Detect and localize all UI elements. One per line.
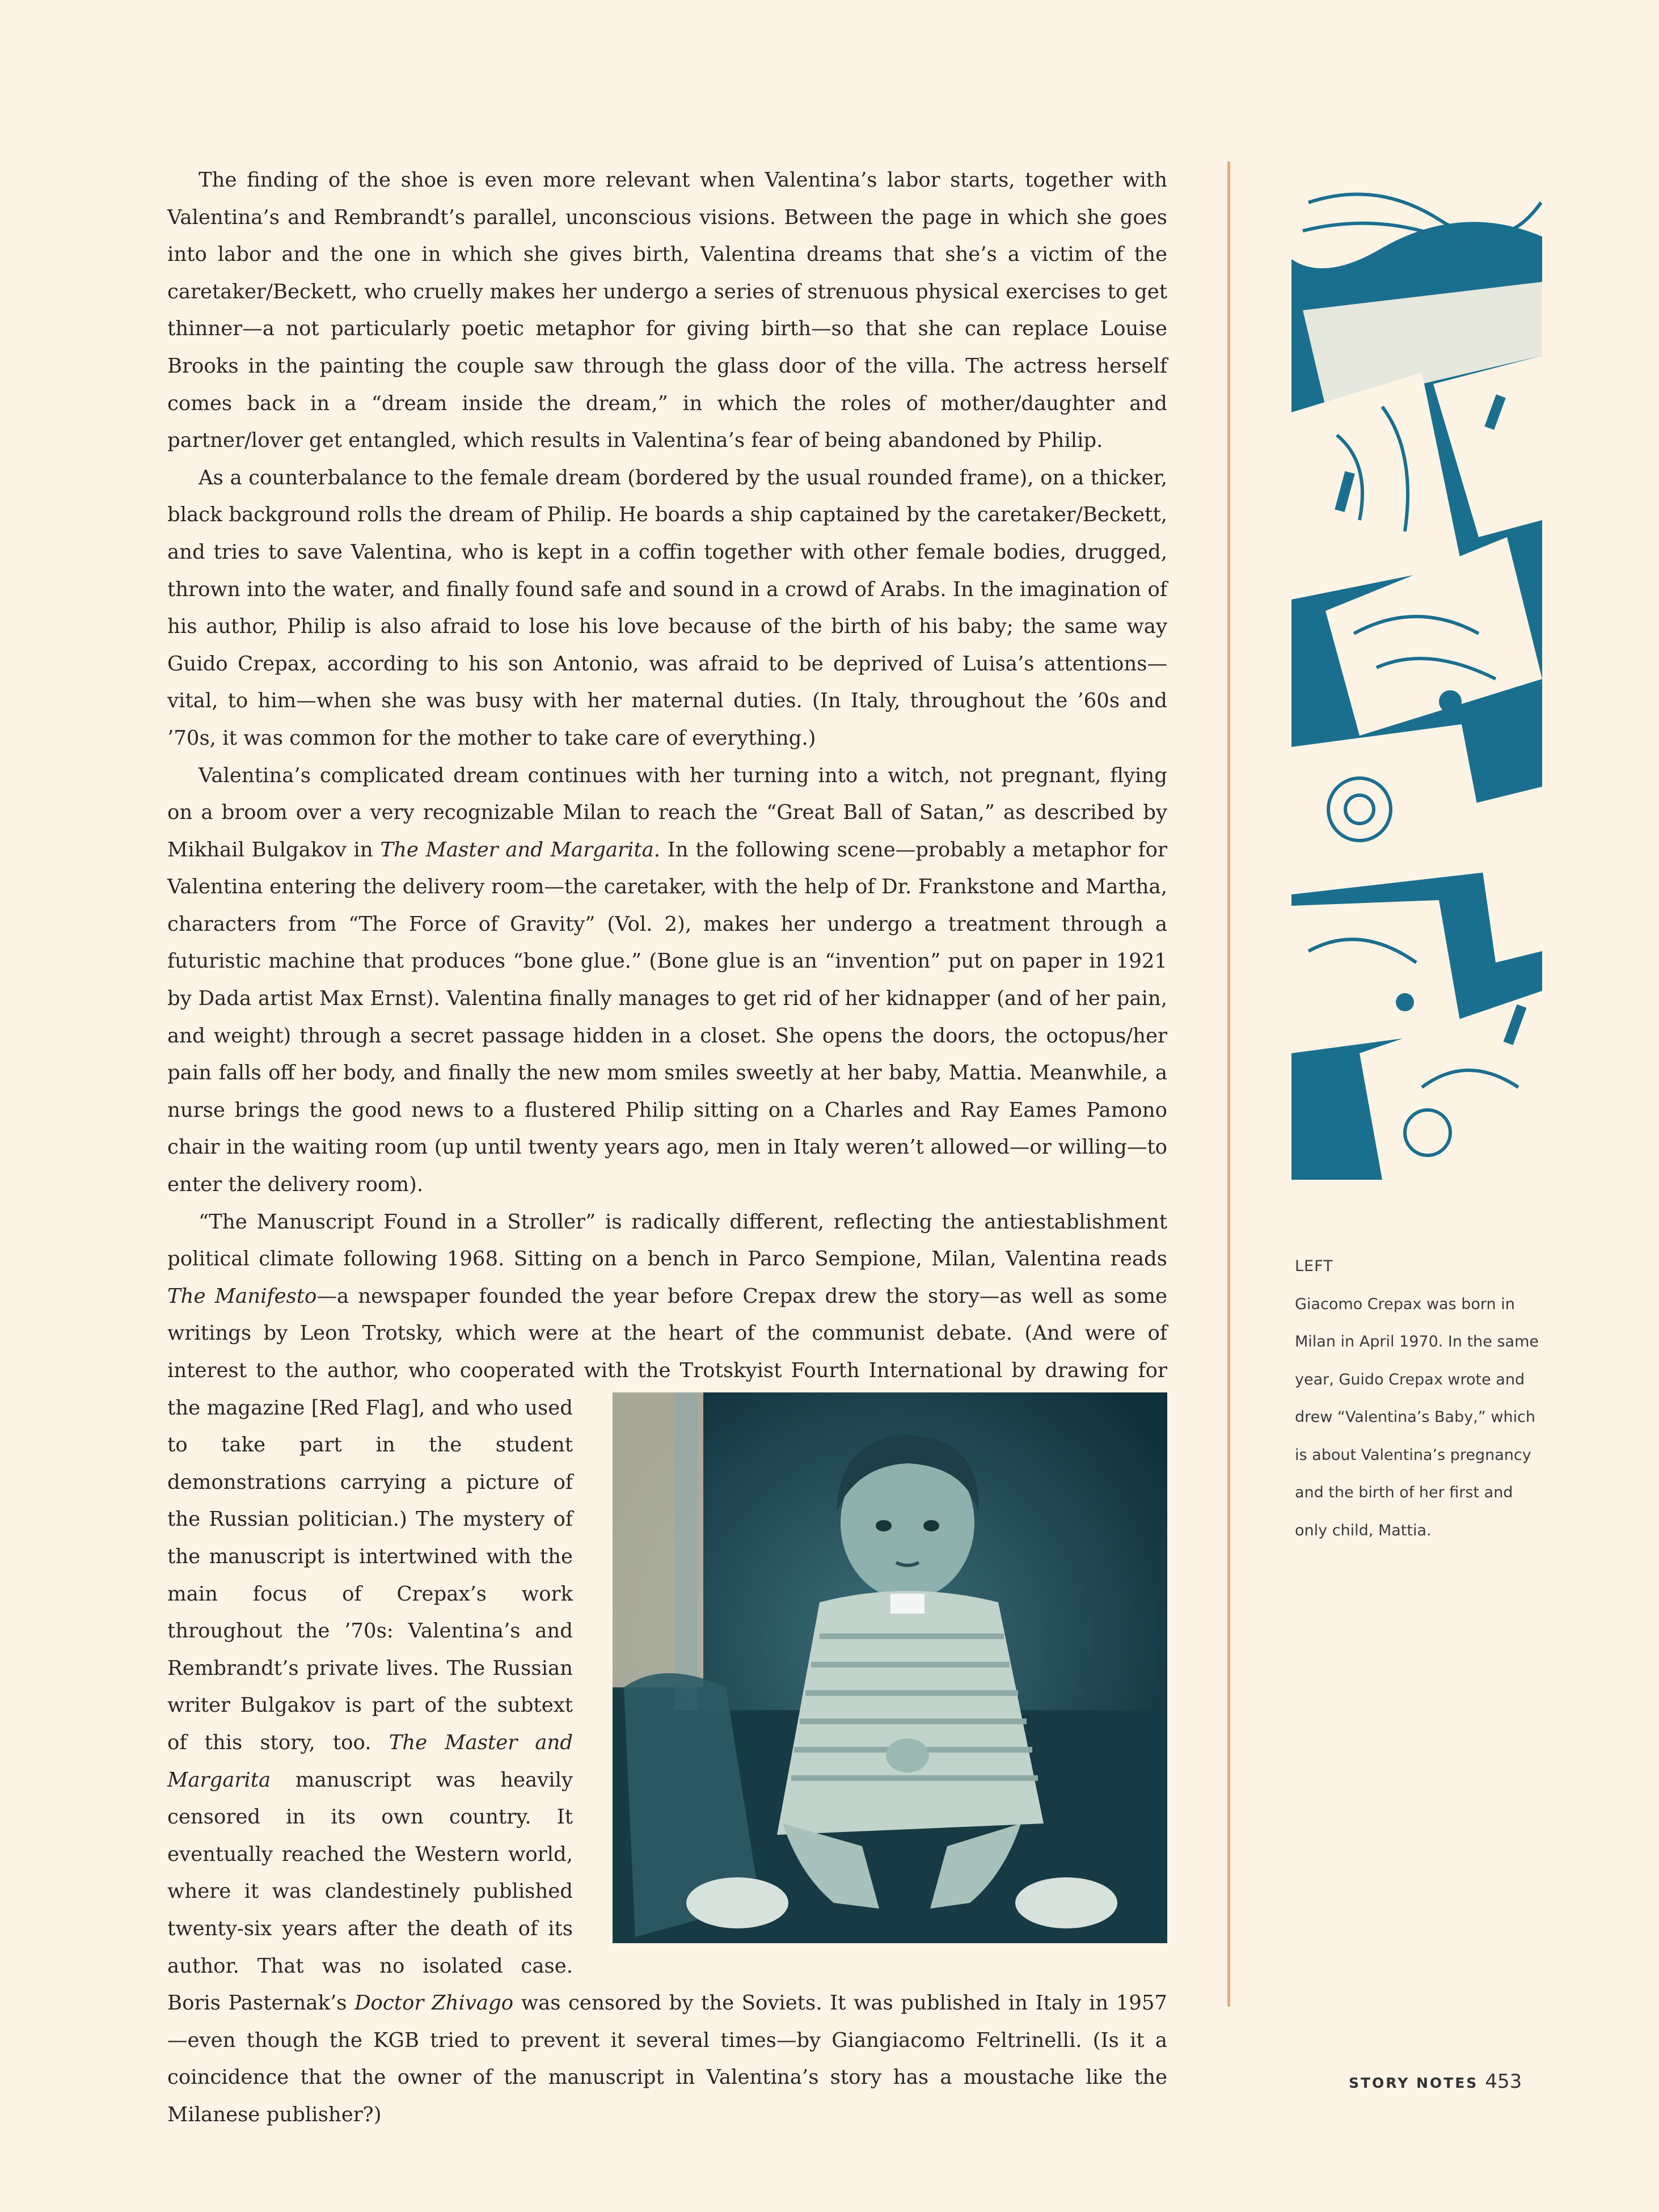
comic-strip-art: [1291, 168, 1542, 1180]
book-title: The Master and Margarita: [380, 838, 654, 862]
baby-photo-image: [613, 1392, 1167, 1943]
page-footer: [1349, 2070, 1522, 2093]
paragraph: The finding of the shoe is even more relevant when Valentina’s labor starts, together with Valentina’s and Rembrandt’s parallel, unconscious visions. Between the page in which she goes into labor and the one in which she gives birth, Valentina dreams that she’s a victim of the caretaker/Beckett, who cruelly makes her undergo a series of strenuous physical exercises to get thinner—a not particularly poetic metaphor for giving birth—so that she can replace Louise Brooks in the painting the couple saw through the glass door of the villa. The actress herself comes back in a “dream inside the dream,” in which the roles of mother/daughter and partner/lover get entangled, which results in Valentina’s fear of being abandoned by Philip.: [167, 168, 1167, 453]
book-title: The Master and Margarita: [167, 1730, 573, 1792]
running-footer-section: STORY NOTES: [1349, 2075, 1479, 2091]
book-title: Doctor Zhivago: [354, 1991, 514, 2015]
caption-text: Giacomo Crepax was born in Milan in April 1970. In the same year, Guido Crepax wrote and drew “Valentina’s Baby,” which is about Valentina’s pregnancy and the birth of her first and only child, Mattia.: [1295, 1295, 1539, 1539]
caption-label: LEFT: [1295, 1257, 1333, 1275]
column-divider: [1227, 162, 1230, 2007]
page-number: 453: [1485, 2070, 1522, 2093]
paragraph: Valentina’s complicated dream continues with her turning into a witch, not pregnant, flying on a broom over a very recognizable Milan to reach the “Great Ball of Satan,” as described by Mikhail Bulgakov in The Master and Margarita. In the following scene—probably a metaphor for Valentina entering the delivery room—the caretaker, with the help of Dr. Frankstone and Martha, characters from “The Force of Gravity” (Vol. 2), makes her undergo a treatment through a futuristic machine that produces “bone glue.” (Bone glue is an “invention” put on paper in 1921 by Dada artist Max Ernst). Valentina finally manages to get rid of her kidnapper (and of her pain, and weight) through a secret passage hidden in a closet. She opens the doors, the octopus/her pain falls off her body, and finally the new mom smiles sweetly at her baby, Mattia. Meanwhile, a nurse brings the good news to a flustered Philip sitting on a Charles and Ray Eames Pamono chair in the waiting room (up until twenty years ago, men in Italy weren’t allowed—or willing—to enter the delivery room).: [167, 763, 1167, 1197]
photo-caption: [1295, 1248, 1544, 1550]
comic-strip-image: [1291, 168, 1542, 1180]
paragraph: “The Manuscript Found in a Stroller” is radically different, reflecting the antiestablishment political climate following 1968. Sitting on a bench in Parco Sempione, Milan, Valentina reads The Manifesto—a newspaper founded the year before Crepax drew the story—as well as some writings by Leon Trotsky, which were at the heart of the communist debate. (And were of interest to the author, who cooperated with the Trotskyist Fourth International by drawing for the magazine [Red Flag], and who used to take part in the student demonstrations carrying a picture of the Russian politician.) The mystery of the manuscript is intertwined with the main focus of Crepax’s work throughout the ’70s: Valentina’s and Rembrandt’s private lives. The Russian writer Bulgakov is part of the subtext of this story, too. The Master and Margarita manuscript was heavily censored in its own country. It eventually reached the Western world, where it was clandestinely published twenty-six years after the death of its author. That was no isolated case. Boris Pasternak’s Doctor Zhivago was censored by the Soviets. It was published in Italy in 1957—even though the KGB tried to prevent it several times—by Giangiacomo Feltrinelli. (Is it a coincidence that the owner of the manuscript in Valentina’s story has a moustache like the Milanese publisher?): [167, 1210, 1167, 2126]
article-body: [167, 162, 1167, 2133]
paragraph: As a counterbalance to the female dream (bordered by the usual rounded frame), on a thicker, black background rolls the dream of Philip. He boards a ship captained by the caretaker/Beckett, and tries to save Valentina, who is kept in a coffin together with other female bodies, drugged, thrown into the water, and finally found safe and sound in a crowd of Arabs. In the imagination of his author, Philip is also afraid to lose his love because of the birth of his baby; the same way Guido Crepax, according to his son Antonio, was afraid to be deprived of Luisa’s attentions—vital, to him—when she was busy with her maternal duties. (In Italy, throughout the ’60s and ’70s, it was common for the mother to take care of everything.): [167, 466, 1167, 750]
baby-photo: [613, 1392, 1167, 1943]
newspaper-title: The Manifesto: [167, 1284, 317, 1308]
